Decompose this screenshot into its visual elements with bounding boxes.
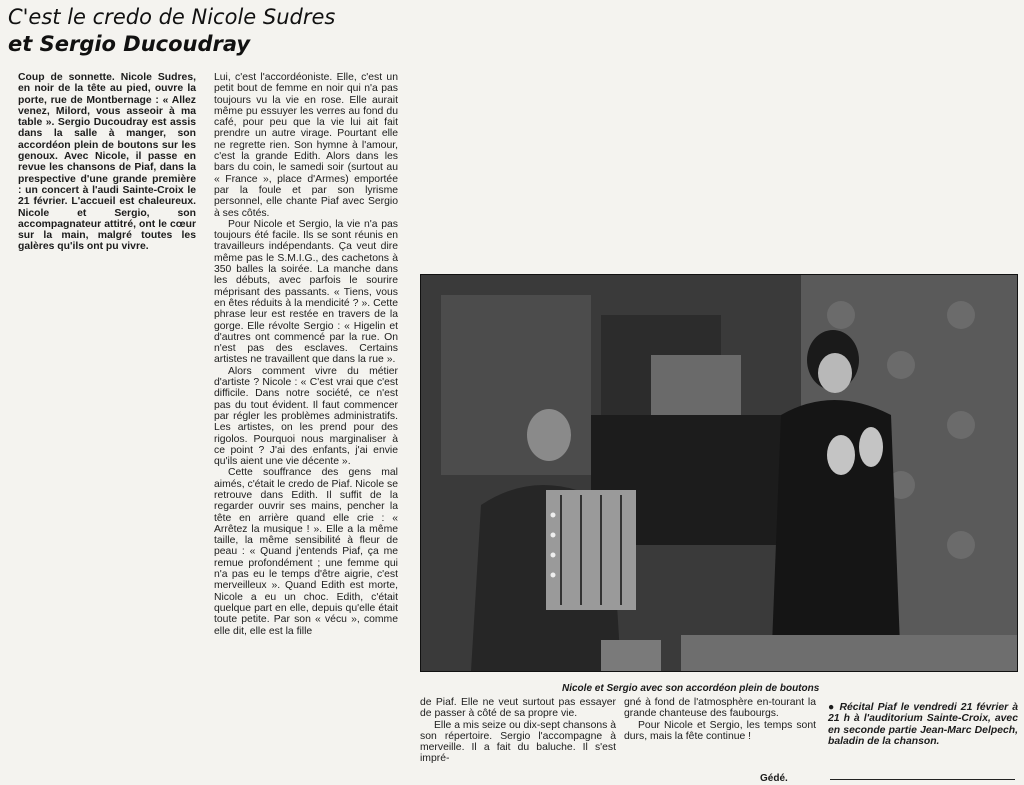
paragraph: Pour Nicole et Sergio, la vie n'a pas toujours été facile. Ils se sont réunis en travailleurs indépendants. Ça veut dire même pas le S.M.I.G., des cachetons à 350 balles la soirée. La manche dans les débuts, avec parfois le sourire méprisant des passants. « Tiens, vous en êtes réduits à la mendicité ? ». Cette phrase leur est restée en travers de la gorge. Elle révolte Sergio : « Higelin et d'autres ont commencé par la rue. On n'est pas des esclaves. Certains artistes ne travaillent que dans la rue ». [214,218,398,366]
paragraph: Lui, c'est l'accordéoniste. Elle, c'est un petit bout de femme en noir qui n'a pas toujours vu la vie en rose. Elle aurait même pu essuyer les verres au fond du café, pour peu que la vie lui ait fait prendre un autre virage. Pourtant elle ne regrette rien. Son hymne à l'amour, c'est la grande Edith. Alors dans les bars du coin, le samedi soir (surtout au « France », place d'Armes) emportée par la foule et par son lyrisme personnel, elle chante Piaf avec Sergio à ses côtés. [214,72,398,219]
paragraph: Elle a mis seize ou dix-sept chansons à son répertoire. Sergio l'accompagne à merveille. Il a fait du baluche. Il s'est impré- [420,719,616,765]
divider-line [830,779,1015,780]
column-3 [420,697,616,765]
headline [8,4,408,58]
paragraph: Coup de sonnette. Nicole Sudres, en noir de la tête au pied, ouvre la porte, rue de Montbernage : « Allez venez, Milord, vous asseoir à ma table ». Sergio Ducoudray est assis dans la salle à manger, son accordéon plein de boutons sur les genoux. Avec Nicole, il passe en revue les chansons de Piaf, dans la prespective d'une grande première : un concert à l'audi Sainte-Croix le 21 février. L'accueil est chaleureux. Nicole et Sergio, son accompagnateur attitré, ont le cœur sur la main, malgré toutes les galères qu'ils ont pu vivre. [18,72,196,253]
headline-line-1: C'est le credo de Nicole Sudres [8,5,336,29]
paragraph: gné à fond de l'atmosphère en-tourant la grande chanteuse des faubourgs. [624,697,816,720]
headline-line-2: et Sergio Ducoudray [8,32,251,56]
event-notice [828,702,1018,747]
column-4 [624,697,816,742]
paragraph: Cette souffrance des gens mal aimés, c'était le credo de Piaf. Nicole se retrouve dans Edith. Il suffit de la regarder ouvrir ses mains, pencher la tête en arrière quand elle crie : « Arrêtez la musique ! ». Elle a la même taille, la même sensibilité à fleur de peau : « Quand j'entends Piaf, ça me remue profondément ; une femme qui n'a pas eu le temps d'être aigrie, c'est merveilleux ». Quand Edith est morte, Nicole a eu un choc. Edith, c'était quelque part en elle, depuis qu'elle était toute petite. Par son « vécu », comme elle dit, elle est la fille [214,467,398,637]
paragraph: de Piaf. Elle ne veut surtout pas essayer de passer à côté de sa propre vie. [420,697,616,720]
author-signature: Gédé. [760,773,788,784]
photo-caption: Nicole et Sergio avec son accordéon plein de boutons [562,683,820,694]
column-2 [214,72,398,637]
photo-singer-and-accordionist [420,274,1018,672]
column-1 [18,72,196,253]
photo-illustration [421,275,1017,671]
paragraph: Alors comment vivre du métier d'artiste ? Nicole : « C'est vrai que c'est difficile. Dans notre société, ce n'est pas du tout évident. Il faut commencer par régler les problèmes administratifs. Les artistes, on les prend pour des rigolos. Pourquoi nous marginaliser à ce point ? J'ai des enfants, j'ai envie qu'ils aient une vie décente ». [214,365,398,468]
paragraph: Pour Nicole et Sergio, les temps sont durs, mais la fête continue ! [624,719,816,742]
paragraph: ● Récital Piaf le vendredi 21 février à 21 h à l'auditorium Sainte-Croix, avec en seconde partie Jean-Marc Delpech, baladin de la chanson. [828,702,1018,747]
